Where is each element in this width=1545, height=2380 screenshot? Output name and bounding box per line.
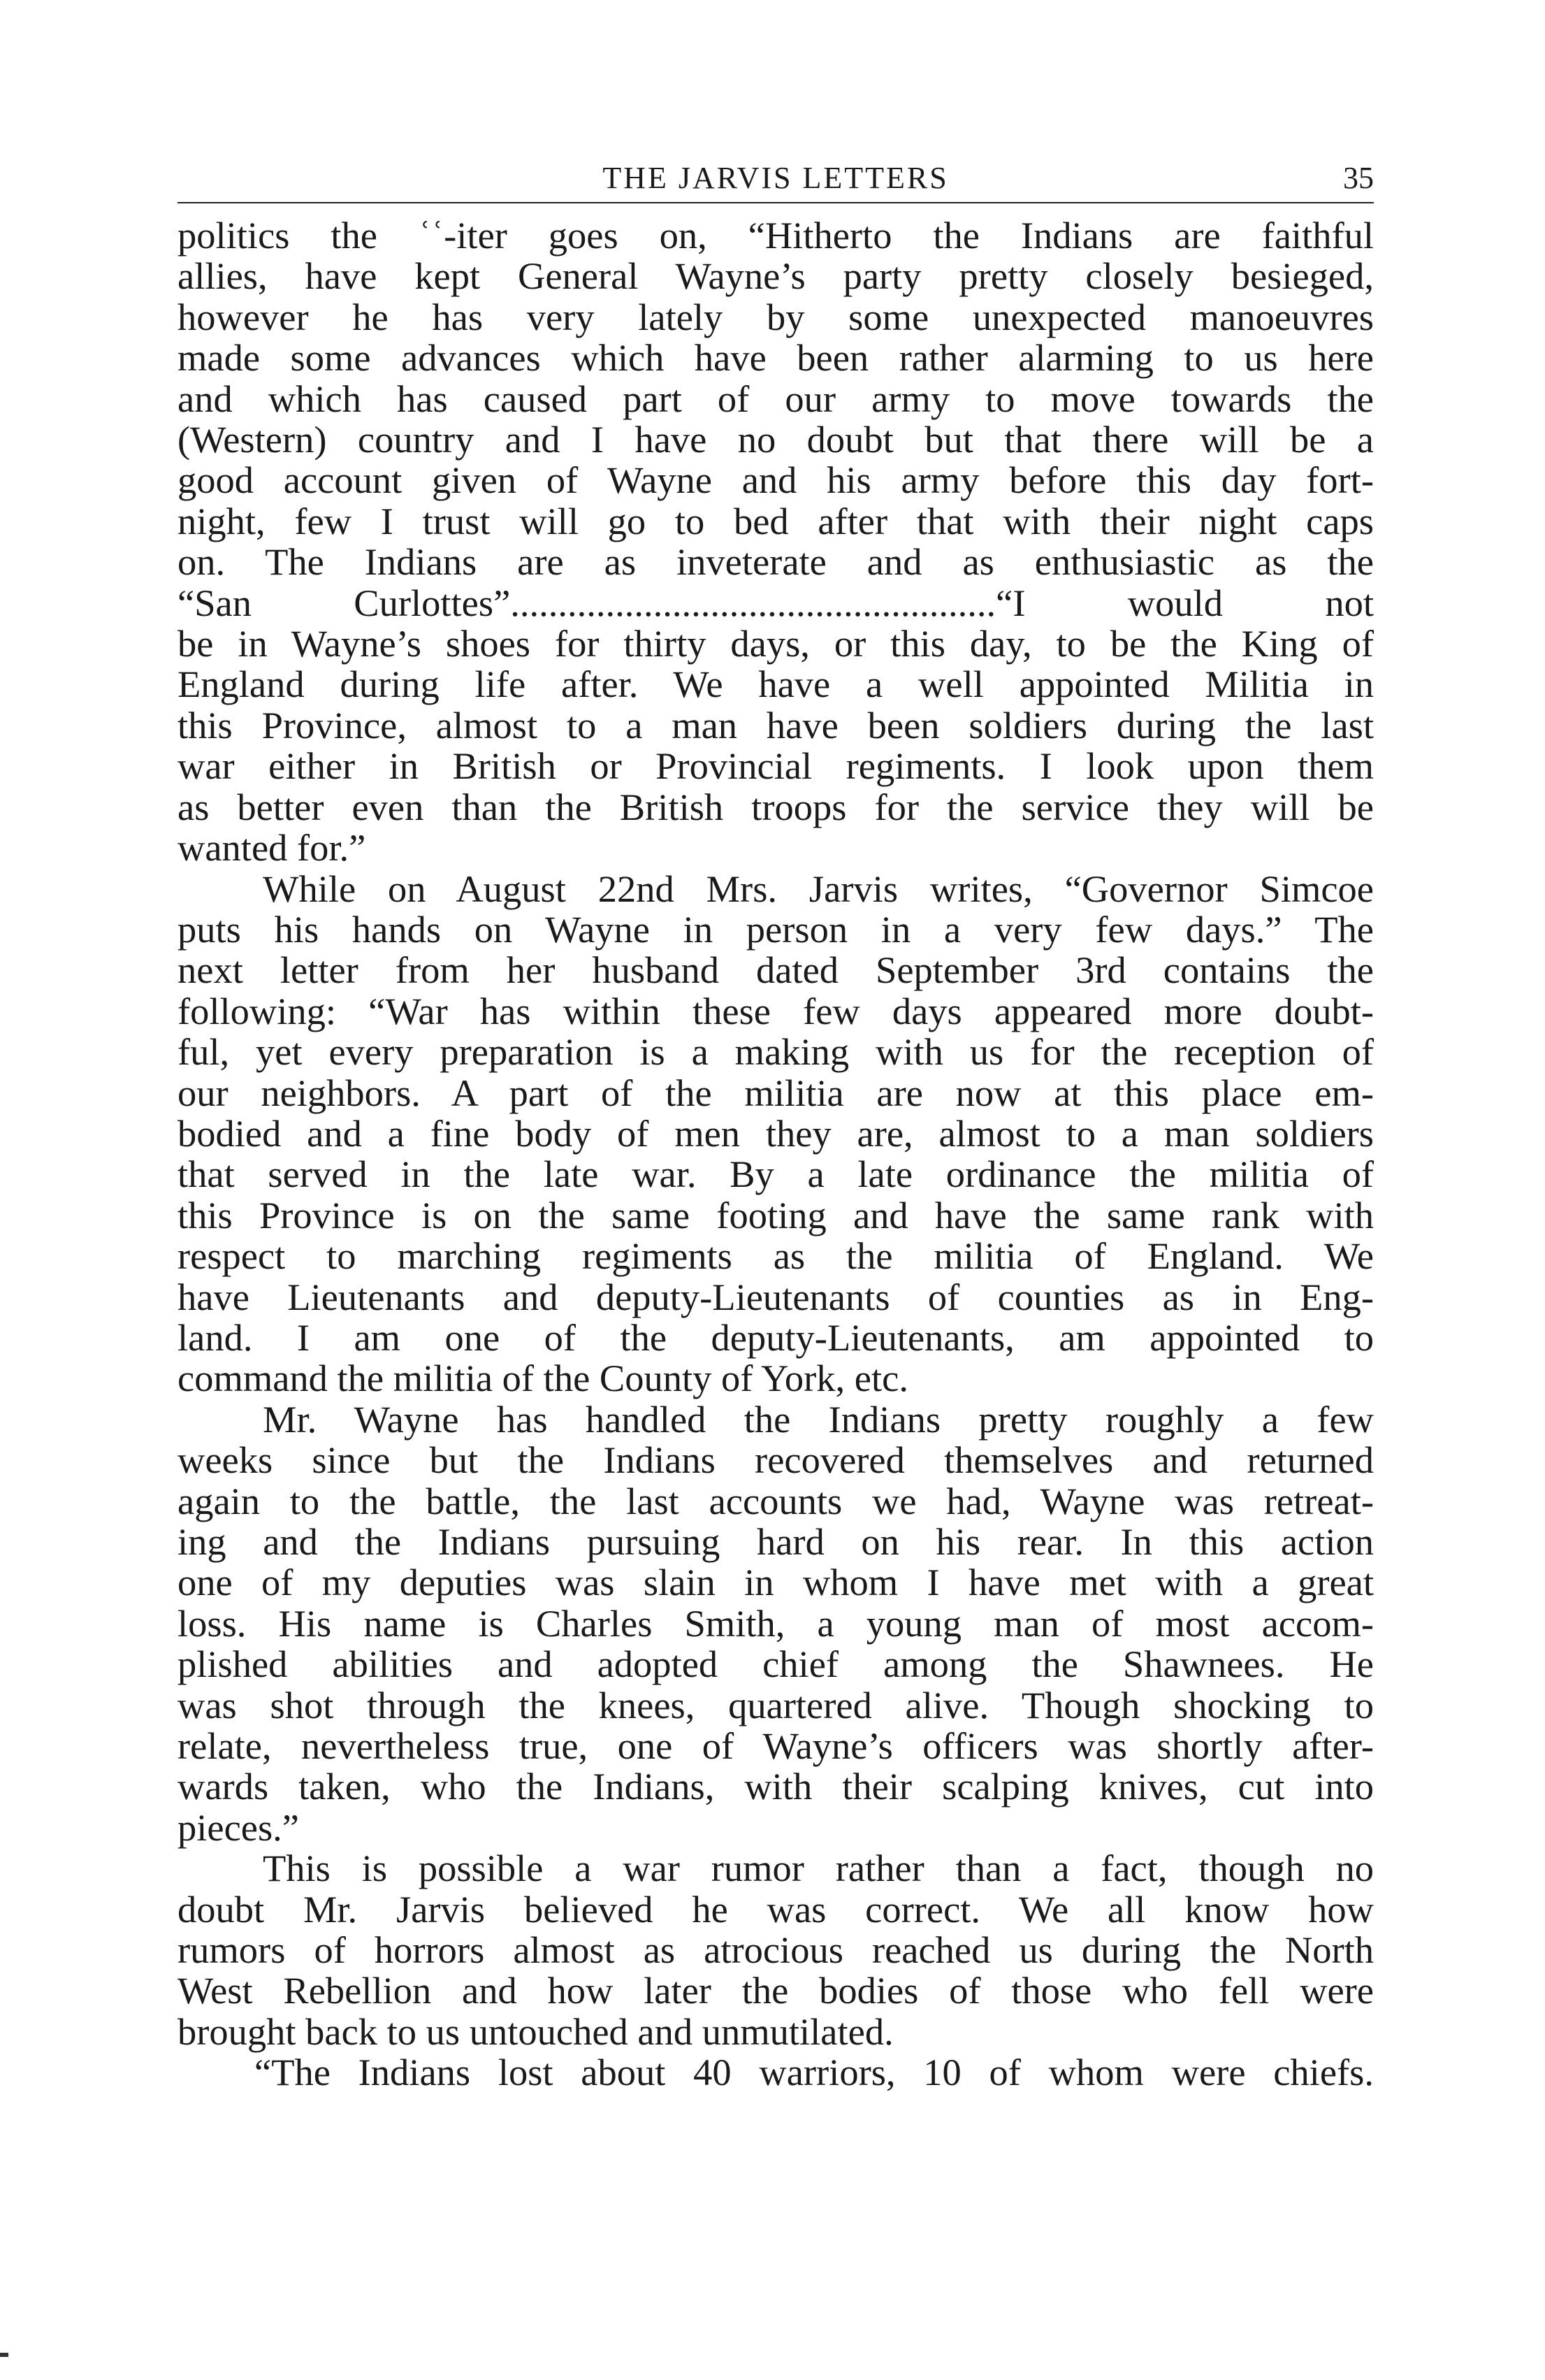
text-line: one of my deputies was slain in whom I have met with a great — [177, 1561, 1374, 1604]
text-line: again to the battle, the last accounts we had, Wayne was retreat- — [177, 1479, 1374, 1522]
paragraph-5 — [177, 2052, 1374, 2093]
text-line: ful, yet every preparation is a making with us for the reception of — [177, 1030, 1374, 1074]
text-line: as better even than the British troops for the service they will be — [177, 785, 1374, 828]
text-line: night, few I trust will go to bed after that with their night caps — [177, 499, 1374, 542]
text-line: allies, have kept General Wayne’s party pretty closely besieged, — [177, 254, 1374, 298]
header-rule — [177, 202, 1374, 203]
text-line: “The Indians lost about 40 warriors, 10 of whom were chiefs. — [254, 2051, 1374, 2094]
text-line: England during life after. We have a well appointed Militia in — [177, 663, 1374, 706]
text-line: This is possible a war rumor rather than a fact, though no — [263, 1847, 1374, 1890]
text-line: good account given of Wayne and his army before this day fort- — [177, 459, 1374, 502]
scan-edge-mark — [0, 2353, 8, 2357]
paragraph-1 — [177, 215, 1374, 869]
paragraph-3 — [177, 1399, 1374, 1848]
text-line: weeks since but the Indians recovered themselves and returned — [177, 1438, 1374, 1482]
text-line: next letter from her husband dated September 3rd contains the — [177, 949, 1374, 992]
text-line: pieces.” — [177, 1805, 299, 1849]
page-number: 35 — [1343, 161, 1374, 195]
text-line: While on August 22nd Mrs. Jarvis writes, “Governor Simcoe — [263, 867, 1374, 910]
running-head — [177, 157, 1374, 201]
text-line: our neighbors. A part of the militia are now at this place em- — [177, 1071, 1374, 1114]
text-line: (Western) country and I have no doubt but that there will be a — [177, 418, 1374, 461]
text-line: be in Wayne’s shoes for thirty days, or this day, to be the King of — [177, 622, 1374, 665]
text-line: wanted for.” — [177, 826, 366, 870]
body-text — [177, 215, 1374, 2093]
text-line: was shot through the knees, quartered alive. Though shocking to — [177, 1683, 1374, 1726]
text-line: politics the ʿʿ-iter goes on, “Hitherto the Indians are faithful — [177, 214, 1374, 257]
running-title: THE JARVIS LETTERS — [602, 161, 949, 195]
text-line: puts his hands on Wayne in person in a very few days.” The — [177, 907, 1374, 951]
text-line: command the militia of the County of York, etc. — [177, 1357, 908, 1400]
text-line: this Province, almost to a man have been soldiers during the last — [177, 703, 1374, 747]
paragraph-4 — [177, 1848, 1374, 2052]
text-line: plished abilities and adopted chief among the Shawnees. He — [177, 1643, 1374, 1686]
text-line: land. I am one of the deputy-Lieutenants, am appointed to — [177, 1315, 1374, 1359]
paragraph-2 — [177, 869, 1374, 1399]
text-line: however he has very lately by some unexpected manoeuvres — [177, 295, 1374, 338]
text-line: that served in the late war. By a late ordinance the militia of — [177, 1153, 1374, 1196]
text-line: war either in British or Provincial regiments. I look upon them — [177, 744, 1374, 788]
text-line: rumors of horrors almost as atrocious reached us during the North — [177, 1928, 1374, 1972]
text-line: relate, nevertheless true, one of Wayne’s officers was shortly after- — [177, 1724, 1374, 1768]
text-line: following: “War has within these few days appeared more doubt- — [177, 989, 1374, 1032]
text-line: doubt Mr. Jarvis believed he was correct. We all know how — [177, 1887, 1374, 1931]
text-line: bodied and a fine body of men they are, almost to a man soldiers — [177, 1111, 1374, 1155]
text-line: brought back to us untouched and unmutilated. — [177, 2010, 894, 2053]
text-line: made some advances which have been rather alarming to us here — [177, 336, 1374, 380]
text-line: have Lieutenants and deputy-Lieutenants of counties as in Eng- — [177, 1275, 1374, 1318]
text-line: “San Curlottes”...................................................“I would not — [177, 581, 1374, 624]
text-line: Mr. Wayne has handled the Indians pretty roughly a few — [263, 1397, 1374, 1441]
text-line: respect to marching regiments as the militia of England. We — [177, 1234, 1374, 1278]
text-line: West Rebellion and how later the bodies of those who fell were — [177, 1969, 1374, 2012]
text-line: ing and the Indians pursuing hard on his rear. In this action — [177, 1520, 1374, 1563]
text-line: and which has caused part of our army to move towards the — [177, 377, 1374, 420]
text-line: on. The Indians are as inveterate and as enthusiastic as the — [177, 540, 1374, 584]
text-line: this Province is on the same footing and have the same rank with — [177, 1193, 1374, 1236]
text-line: loss. His name is Charles Smith, a young man of most accom- — [177, 1601, 1374, 1645]
text-line: wards taken, who the Indians, with their scalping knives, cut into — [177, 1765, 1374, 1808]
